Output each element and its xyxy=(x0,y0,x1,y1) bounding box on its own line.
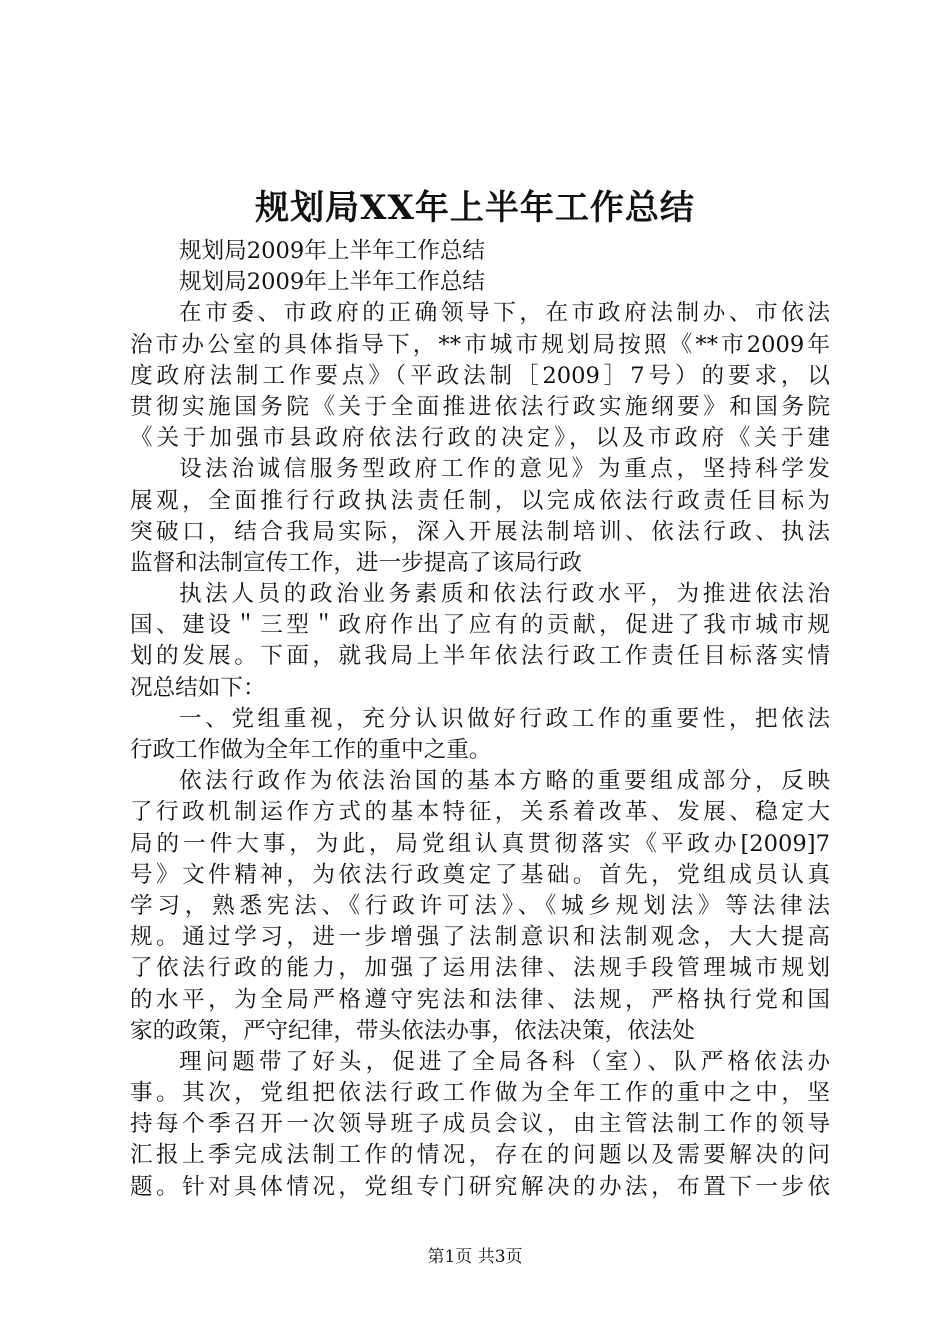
text-line: 号》文件精神，为依法行政奠定了基础。首先，党组成员认真 xyxy=(130,861,830,888)
text-line: 度政府法制工作要点》（平政法制［2009］7号）的要求，以 xyxy=(130,362,830,389)
text-line: 理问题带了好头，促进了全局各科（室）、队严格依法办 xyxy=(179,1048,830,1075)
text-line: 贯彻实施国务院《关于全面推进依法行政实施纲要》和国务院 xyxy=(130,393,830,420)
text-line: 学习，熟悉宪法、《行政许可法》、《城乡规划法》等法律法 xyxy=(130,892,830,919)
text-line: 规。通过学习，进一步增强了法制意识和法制观念，大大提高 xyxy=(130,924,830,951)
text-line: 事。其次，党组把依法行政工作做为全年工作的重中之中，坚 xyxy=(130,1080,830,1107)
text-line: 治市办公室的具体指导下，**市城市规划局按照《**市2009年 xyxy=(130,331,830,358)
text-line: 执法人员的政治业务素质和依法行政水平，为推进依法治 xyxy=(179,581,830,608)
text-line: 《关于加强市县政府依法行政的决定》，以及市政府《关于建 xyxy=(130,425,830,452)
page-footer: 第1页 共3页 xyxy=(427,1247,523,1267)
text-line: 国、建设＂三型＂政府作出了应有的贡献，促进了我市城市规 xyxy=(130,612,830,639)
text-line: 的水平，为全局严格遵守宪法和法律、法规，严格执行党和国 xyxy=(130,986,830,1013)
text-line: 了依法行政的能力，加强了运用法律、法规手段管理城市规划 xyxy=(130,955,830,982)
text-line: 监督和法制宣传工作，进一步提高了该局行政 xyxy=(130,549,582,576)
text-line: 持每个季召开一次领导班子成员会议，由主管法制工作的领导 xyxy=(130,1111,830,1138)
text-line: 划的发展。下面，就我局上半年依法行政工作责任目标落实情 xyxy=(130,643,830,670)
document-title: 规划局XX年上半年工作总结 xyxy=(255,188,695,228)
text-line: 局的一件大事，为此，局党组认真贯彻落实《平政办[2009]7 xyxy=(130,830,830,857)
text-line: 题。针对具体情况，党组专门研究解决的办法，布置下一步依 xyxy=(130,1173,830,1200)
text-line: 行政工作做为全年工作的重中之重。 xyxy=(130,737,492,763)
text-line: 展观，全面推行行政执法责任制，以完成依法行政责任目标为 xyxy=(130,487,830,514)
text-line: 突破口，结合我局实际，深入开展法制培训、依法行政、执法 xyxy=(130,518,830,545)
text-line: 规划局2009年上半年工作总结 xyxy=(179,269,486,296)
text-line: 在市委、市政府的正确领导下，在市政府法制办、市依法 xyxy=(179,300,830,327)
text-line: 家的政策，严守纪律，带头依法办事，依法决策，依法处 xyxy=(130,1017,695,1044)
text-line: 况总结如下： xyxy=(130,674,266,701)
text-line: 一、党组重视，充分认识做好行政工作的重要性，把依法 xyxy=(179,705,830,732)
text-line: 依法行政作为依法治国的基本方略的重要组成部分，反映 xyxy=(179,768,830,795)
text-line: 规划局2009年上半年工作总结 xyxy=(179,238,486,264)
document-body xyxy=(130,236,830,1203)
text-line: 设法治诚信服务型政府工作的意见》为重点，坚持科学发 xyxy=(179,456,830,483)
text-line: 了行政机制运作方式的基本特征，关系着改革、发展、稳定大 xyxy=(130,799,830,826)
text-line: 汇报上季完成法制工作的情况，存在的问题以及需要解决的问 xyxy=(130,1142,830,1169)
